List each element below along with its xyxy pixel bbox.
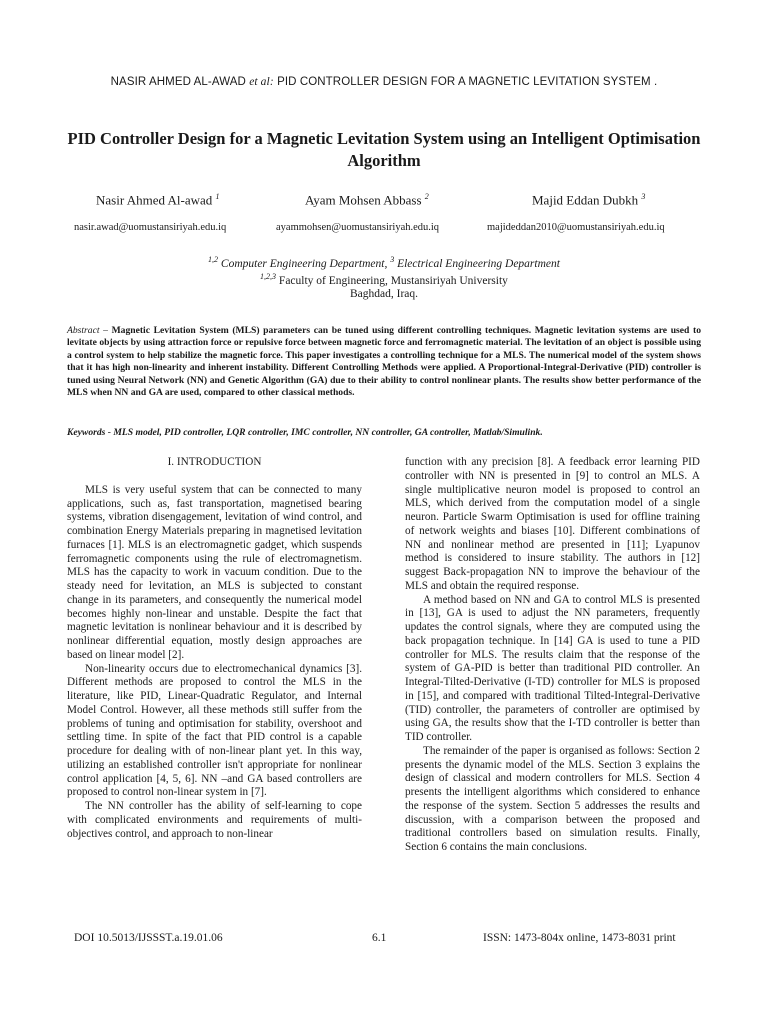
paragraph: Non-linearity occurs due to electromechanical dynamics [3]. Different methods are proposed to control the MLS in the literature, like PID, Linear-Quadratic Regulator, and Internal Model Control. However, all these methods still suffer from the problems of tuning and optimisation for stability, overshoot and settling time. In spite of the fact that PID control is a capable procedure for dealing with of non-linear plant yet. In this way, utilizing an established controller isn't appropriate for nonlinear control application [4, 5, 6]. NN –and GA based controllers are proposed to control non-linear system in [7]. xyxy=(67,662,362,799)
running-head-title: PID CONTROLLER DESIGN FOR A MAGNETIC LEVITATION SYSTEM . xyxy=(277,76,658,88)
affiliation-departments xyxy=(0,255,768,270)
abstract-label: Abstract – xyxy=(67,325,108,336)
footer-doi: DOI 10.5013/IJSSST.a.19.01.06 xyxy=(74,932,223,944)
author-1-name: Nasir Ahmed Al-awad xyxy=(96,192,213,208)
paper-title: PID Controller Design for a Magnetic Levitation System using an Intelligent Optimisation Algorithm xyxy=(67,129,701,170)
author-1-email: nasir.awad@uomustansiriyah.edu.iq xyxy=(74,222,227,233)
author-1 xyxy=(96,192,220,208)
left-column xyxy=(67,456,362,841)
paragraph: A method based on NN and GA to control MLS is presented in [13], GA is used to adjust the NN parameters, frequently updates the control signals, where they are computed using the back propagation technique. In [14] GA is used to tune a PID controller for MLS. The results claim that the response of the system of GA-PID is better than traditional PID controller. An Integral-Tilted-Derivative (I-TD) controller for MLS is proposed in [15], and compared with traditional Tilted-Integral-Derivative (TID) controller, the parameters of controller are optimised by using GA, the results show that the I-TD controller is better than TID controller. xyxy=(405,593,700,743)
running-head xyxy=(0,76,768,88)
affiliation-city: Baghdad, Iraq. xyxy=(349,288,419,300)
author-3 xyxy=(532,192,645,208)
affiliation-faculty xyxy=(0,272,768,287)
paragraph: The remainder of the paper is organised as follows: Section 2 presents the dynamic model of the MLS. Section 3 explains the design of classical and modern controllers for MLS. Section 4 presents the intelligent algorithms which considered to enhance the response of the system. Section 5 addresses the results and discussion, with a comparison between the proposed and traditional controllers based on simulation results. Finally, Section 6 contains the main conclusions. xyxy=(405,744,700,853)
affiliation-dept-a: Computer Engineering Department, xyxy=(218,257,391,270)
section-heading: I. INTRODUCTION xyxy=(167,456,262,468)
author-3-email: majideddan2010@uomustansiriyah.edu.iq xyxy=(487,222,665,233)
footer-page-number: 6.1 xyxy=(372,932,387,944)
footer-issn: ISSN: 1473-804x online, 1473-8031 print xyxy=(483,932,676,944)
paragraph: function with any precision [8]. A feedback error learning PID controller with NN is presented in [9] to control an MLS. A single multiplicative neuron model is proposed to control an MLS, which derived from the computation model of a single neuron. Particle Swarm Optimisation is used for offline training of network weights and biases [10]. Different combinations of NN and nonlinear method are presented in [11]; Lyapunov method is considered to insure stability. The authors in [12] suggest Back-propagation NN to improve the behaviour of the MLS and obtain the required response. xyxy=(405,456,700,592)
affiliation-dept-b: Electrical Engineering Department xyxy=(394,257,560,270)
abstract xyxy=(67,325,701,399)
right-column xyxy=(405,456,700,855)
author-2 xyxy=(305,192,429,208)
affiliation-sup-a: 1,2 xyxy=(208,255,219,264)
author-3-name: Majid Eddan Dubkh xyxy=(532,192,639,208)
page-footer xyxy=(0,932,768,948)
affiliation-sup-c: 1,2,3 xyxy=(260,272,277,281)
affiliation-sup-b: 3 xyxy=(390,255,395,264)
abstract-text: Magnetic Levitation System (MLS) parameters can be tuned using different controlling techniques. Magnetic levitation systems are used to levitate objects by using attraction force or repulsive force between magnetic force and ferromagnetic material. The levitation of an object is possible using a control system to help stabilize the magnetic force. This paper investigates a controlling technique for a MLS. The numerical model of the system shows that it has high non-linearity and inherent instability. Different Controlling Methods were applied. A Proportional-Integral-Derivative (PID) controller is tuned using Neural Network (NN) and Genetic Algorithm (GA) due to their ability to control nonlinear plants. The results show better performance of the MLS when NN and GA are used, compared to other classical methods. xyxy=(67,325,701,399)
keywords: Keywords - MLS model, PID controller, LQR controller, IMC controller, NN controller, GA controller, Matlab/Simulink. xyxy=(67,427,543,438)
author-2-sup: 2 xyxy=(424,192,429,201)
author-list xyxy=(0,192,768,208)
paragraph: The NN controller has the ability of self-learning to cope with complicated environments and requirements of multi-objectives control, and approach to non-linear xyxy=(67,800,362,840)
running-head-author: NASIR AHMED AL-AWAD xyxy=(110,76,246,88)
paragraph: MLS is very useful system that can be connected to many applications, such as, fast transportation, magnetised bearing systems, vibration disengagement, levitation of wind control, and combination Energy Materials preparing in magnetised levitation furnaces [1]. MLS is an electromagnetic gadget, which suspends ferromagnetic components using the rule of electromagnetism. MLS has the capacity to work in vacuum condition. Due to the steady need for levitation, an MLS is subjected to constant change in its parameters, and consequently the numerical model becomes highly non-linear and unstable. Despite the fact that magnetic levitation is nonlinear behaviour and it is described by nonlinear differential equation, mostly design approaches are based on linear model [2]. xyxy=(67,483,362,661)
author-2-name: Ayam Mohsen Abbass xyxy=(305,192,422,208)
author-1-sup: 1 xyxy=(215,192,220,201)
author-2-email: ayammohsen@uomustansiriyah.edu.iq xyxy=(276,222,440,233)
author-3-sup: 3 xyxy=(641,192,646,201)
affiliation-faculty-text: Faculty of Engineering, Mustansiriyah University xyxy=(276,274,508,287)
running-head-etal: et al: xyxy=(249,76,274,88)
